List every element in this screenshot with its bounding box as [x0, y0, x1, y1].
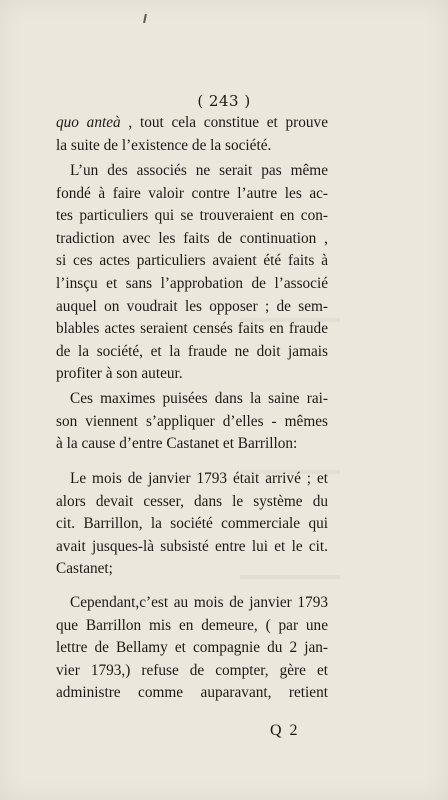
text-fragment: , tout cela constitue et prouve [128, 114, 328, 131]
text-line: Cependant,c’est au mois de janvier 1793 [70, 594, 328, 611]
signature-mark: Q 2 [270, 722, 300, 739]
text-line: fondé à faire valoir contre l’autre les ac- [56, 184, 328, 202]
text-line: son viennent s’appliquer d’elles - mêmes [56, 412, 328, 430]
text-line: vier 1793,) refuse de compter, gère et [56, 661, 328, 679]
paragraph-associates [56, 160, 328, 386]
text-line: cit. Barrillon, la société commerciale qui [56, 515, 328, 533]
text-line: blables actes seraient censés faits en fraude [56, 320, 328, 338]
text-line: avait jusques-là subsisté entre lui et le cit. [56, 537, 328, 555]
text-line: à la cause d’entre Castanet et Barrillon: [56, 435, 298, 453]
text-line: auquel on voudrait les opposer ; de sem- [56, 297, 328, 315]
text-line: la suite de l’existence de la société. [56, 136, 272, 154]
page-number: ( 243 ) [197, 92, 251, 110]
text-line: l’insçu et sans l’approbation de l’associé [56, 274, 328, 292]
text-line: tradiction avec les faits de continuation , [56, 229, 328, 247]
paragraph-maxims [56, 388, 328, 456]
text-line: Castanet; [56, 560, 113, 578]
text-line: administre comme auparavant, retient [56, 684, 328, 702]
text-line: lettre de Bellamy et compagnie du 2 jan- [56, 639, 328, 657]
paragraph-cependant [56, 592, 328, 705]
latin-phrase: quo anteà [56, 114, 121, 131]
text-line: tes particuliers qui se trouveraient en con- [56, 207, 328, 225]
text-line: que Barrillon mis en demeure, ( par une [56, 616, 328, 634]
text-line: Le mois de janvier 1793 était arrivé ; et [70, 470, 328, 487]
text-line: alors devait cesser, dans le système du [56, 492, 328, 510]
text-line: profiter à son auteur. [56, 365, 183, 383]
ink-speck [143, 14, 147, 23]
text-line: si ces actes particuliers avaient été faits à [56, 252, 328, 270]
paragraph-continuation [56, 112, 328, 157]
text-line [56, 112, 328, 135]
text-line: Ces maximes puisées dans la saine rai- [70, 390, 328, 407]
text-line: de la société, et la fraude ne doit jamais [56, 342, 328, 360]
paragraph-january-1793 [56, 468, 328, 581]
text-line: L’un des associés ne serait pas même [70, 162, 328, 179]
